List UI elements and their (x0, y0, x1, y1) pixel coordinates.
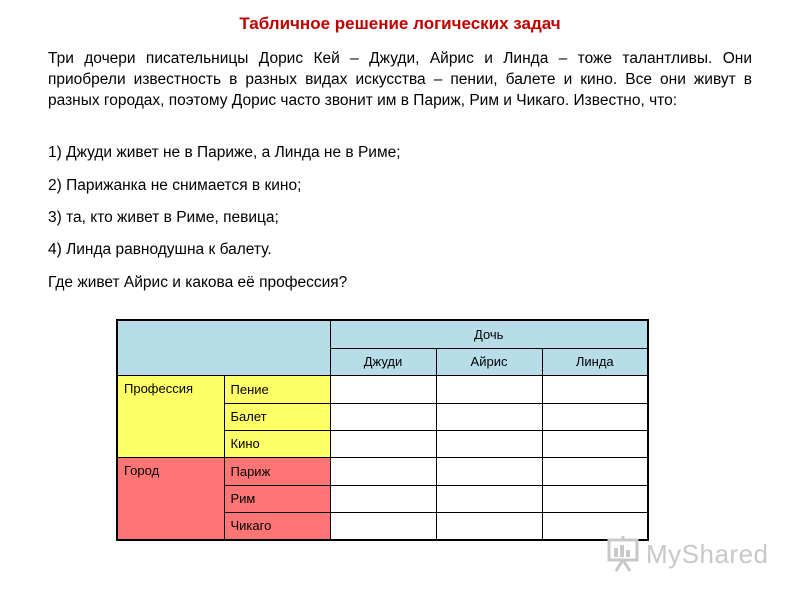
page-title: Табличное решение логических задач (239, 14, 561, 33)
col-iris: Айрис (436, 348, 542, 375)
table-corner (117, 320, 330, 375)
cell-rome-linda[interactable] (542, 485, 648, 512)
col-judy: Джуди (330, 348, 436, 375)
cell-cinema-linda[interactable] (542, 430, 648, 457)
cell-singing-judy[interactable] (330, 375, 436, 403)
condition-4: 4) Линда равнодушна к балету. (48, 241, 272, 258)
row-singing: Пение (224, 375, 330, 403)
cell-cinema-judy[interactable] (330, 430, 436, 457)
watermark-logo (606, 536, 769, 572)
presentation-board-icon (606, 536, 640, 572)
cell-ballet-judy[interactable] (330, 403, 436, 430)
condition-1: 1) Джуди живет не в Париже, а Линда не в Риме; (48, 144, 401, 161)
cell-cinema-iris[interactable] (436, 430, 542, 457)
row-rome: Рим (224, 485, 330, 512)
cell-chicago-judy[interactable] (330, 512, 436, 540)
table-row (117, 375, 648, 403)
col-linda: Линда (542, 348, 648, 375)
group-city: Город (117, 457, 224, 540)
row-chicago: Чикаго (224, 512, 330, 540)
logic-table (116, 319, 649, 541)
condition-2: 2) Парижанка не снимается в кино; (48, 177, 302, 194)
cell-paris-linda[interactable] (542, 457, 648, 485)
group-profession: Профессия (117, 375, 224, 457)
table-row (117, 457, 648, 485)
question: Где живет Айрис и какова её профессия? (48, 274, 348, 291)
cell-singing-linda[interactable] (542, 375, 648, 403)
cell-singing-iris[interactable] (436, 375, 542, 403)
cell-ballet-iris[interactable] (436, 403, 542, 430)
watermark-text: MyShared (646, 538, 769, 569)
condition-3: 3) та, кто живет в Риме, певица; (48, 209, 279, 226)
problem-intro: Три дочери писательницы Дорис Кей – Джуди, Айрис и Линда – тоже талантливы. Они приобрели известность в разных видах искусства – пении, балете и кино. Все они живут в разных городах, поэтому Дорис часто звонит им в Париж, Рим и Чикаго. Известно, что: (48, 50, 752, 109)
header-daughter: Дочь (330, 320, 648, 348)
cell-rome-iris[interactable] (436, 485, 542, 512)
row-paris: Париж (224, 457, 330, 485)
row-ballet: Балет (224, 403, 330, 430)
cell-rome-judy[interactable] (330, 485, 436, 512)
cell-paris-iris[interactable] (436, 457, 542, 485)
cell-paris-judy[interactable] (330, 457, 436, 485)
cell-ballet-linda[interactable] (542, 403, 648, 430)
cell-chicago-iris[interactable] (436, 512, 542, 540)
row-cinema: Кино (224, 430, 330, 457)
